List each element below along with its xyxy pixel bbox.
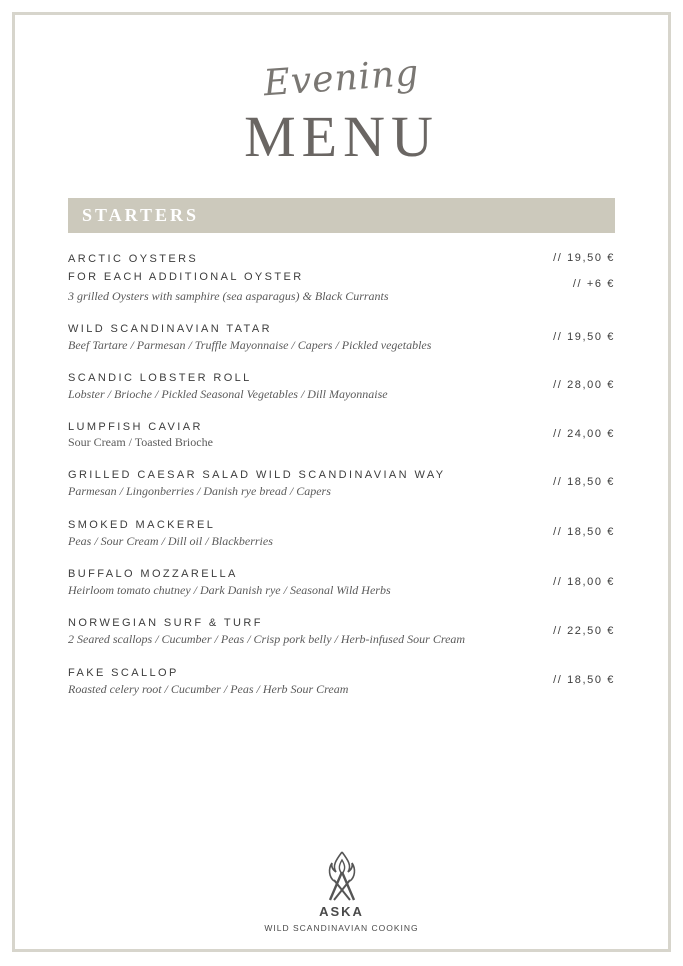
- menu-title: MENU: [244, 104, 439, 169]
- item-description: Sour Cream / Toasted Brioche: [68, 435, 213, 449]
- item-name: FOR EACH ADDITIONAL OYSTER: [68, 271, 304, 283]
- menu-item-lobster-roll: [68, 371, 615, 402]
- item-description: Parmesan / Lingonberries / Danish rye bread / Capers: [68, 484, 331, 498]
- menu-item-arctic-oysters: [68, 252, 615, 266]
- item-description: 3 grilled Oysters with samphire (sea asparagus) & Black Currants: [68, 289, 389, 303]
- menu-item-buffalo-mozzarella: [68, 567, 615, 598]
- item-description: Beef Tartare / Parmesan / Truffle Mayonnaise / Capers / Pickled vegetables: [68, 338, 432, 352]
- menu-item-surf-turf: [68, 616, 615, 647]
- item-name: BUFFALO MOZZARELLA: [68, 568, 238, 580]
- item-name: SMOKED MACKEREL: [68, 519, 216, 531]
- section-label: STARTERS: [82, 205, 200, 225]
- section-bar-starters: [68, 198, 615, 233]
- menu-item-additional-oyster: [68, 270, 615, 304]
- menu-item-caesar-salad: [68, 468, 615, 499]
- item-name: FAKE SCALLOP: [68, 667, 179, 679]
- item-name: NORWEGIAN SURF & TURF: [68, 617, 263, 629]
- brand-tagline: WILD SCANDINAVIAN COOKING: [264, 923, 419, 933]
- menu-item-fake-scallop: [68, 666, 615, 697]
- menu-item-tatar: [68, 322, 615, 353]
- menu-script-title: Evening: [262, 52, 421, 105]
- item-name: LUMPFISH CAVIAR: [68, 421, 203, 433]
- item-description: Roasted celery root / Cucumber / Peas / Herb Sour Cream: [68, 682, 349, 696]
- item-name: SCANDIC LOBSTER ROLL: [68, 372, 252, 384]
- menu-item-lumpfish-caviar: [68, 420, 615, 450]
- item-price: // 18,00 €: [553, 576, 615, 588]
- item-description: Heirloom tomato chutney / Dark Danish rye / Seasonal Wild Herbs: [68, 583, 391, 597]
- brand-name: ASKA: [319, 904, 364, 919]
- menu-item-smoked-mackerel: [68, 518, 615, 549]
- item-price: // 18,50 €: [553, 674, 615, 686]
- item-price: // 18,50 €: [553, 476, 615, 488]
- item-name: ARCTIC OYSTERS: [68, 253, 199, 265]
- item-name: WILD SCANDINAVIAN TATAR: [68, 323, 272, 335]
- item-price: // 28,00 €: [553, 379, 615, 391]
- footer-logo: [0, 850, 683, 933]
- item-description: Peas / Sour Cream / Dill oil / Blackberries: [68, 534, 273, 548]
- item-price: // 24,00 €: [553, 428, 615, 440]
- item-price: // 19,50 €: [553, 331, 615, 343]
- item-description: 2 Seared scallops / Cucumber / Peas / Crisp pork belly / Herb-infused Sour Cream: [68, 632, 466, 646]
- item-price: // 22,50 €: [553, 625, 615, 637]
- item-description: Lobster / Brioche / Pickled Seasonal Vegetables / Dill Mayonnaise: [68, 387, 388, 401]
- flame-icon: [326, 850, 358, 902]
- item-name: GRILLED CAESAR SALAD WILD SCANDINAVIAN WAY: [68, 469, 446, 481]
- item-price: // 18,50 €: [553, 526, 615, 538]
- item-price: // +6 €: [572, 278, 615, 290]
- item-price: // 19,50 €: [553, 252, 615, 264]
